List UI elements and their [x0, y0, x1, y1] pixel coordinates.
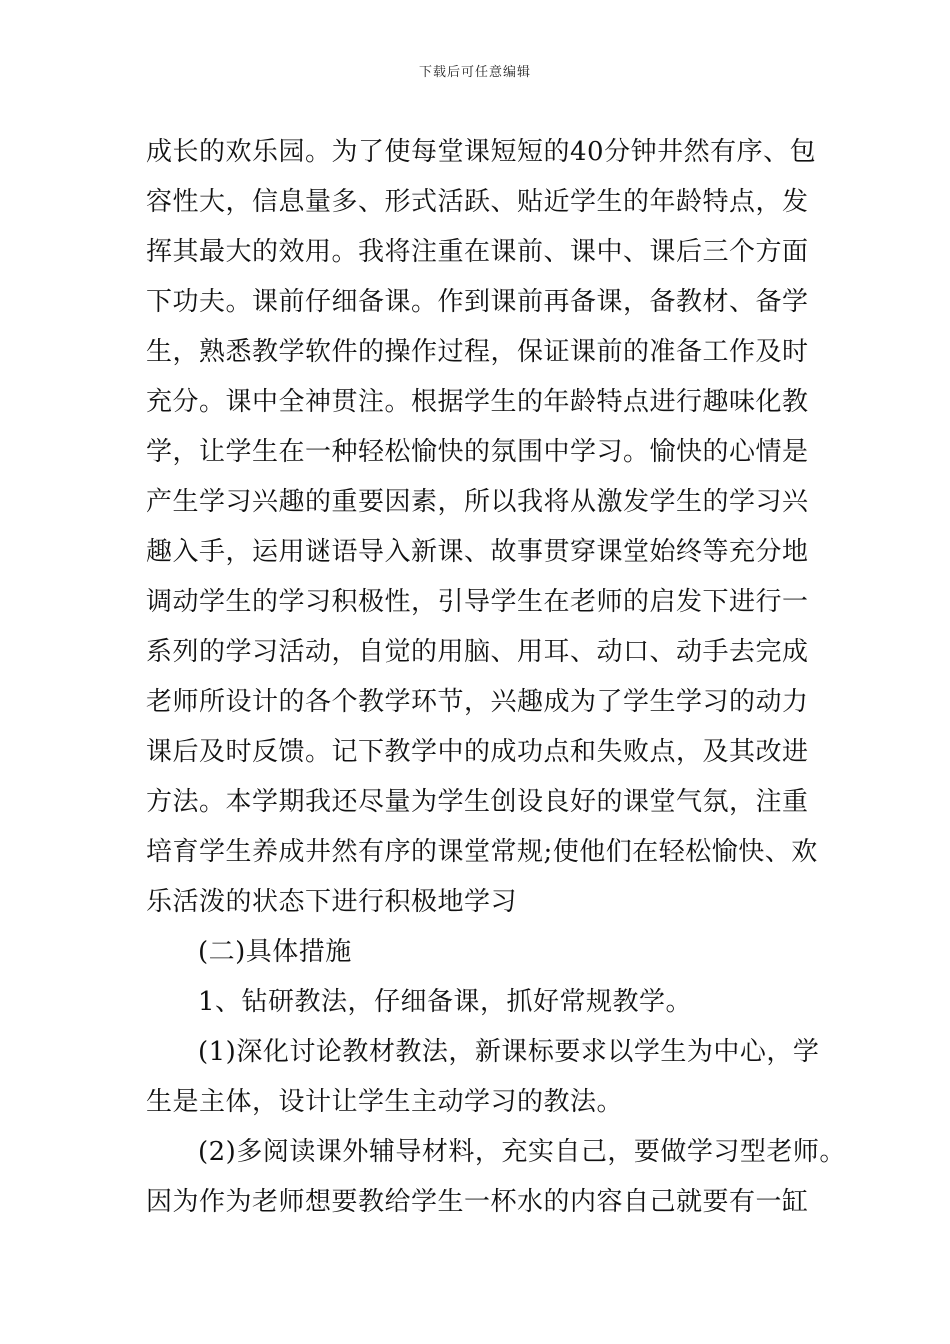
text-line: (1)深化讨论教材教法，新课标要求以学生为中心，学	[198, 1037, 820, 1067]
text-line: 下功夫。课前仔细备课。作到课前再备课，备教材、备学	[146, 287, 809, 317]
text-line: 老师所设计的各个教学环节，兴趣成为了学生学习的动力	[146, 687, 809, 717]
text-line: 成长的欢乐园。为了使每堂课短短的40分钟井然有序、包	[146, 137, 817, 167]
text-line: 培育学生养成井然有序的课堂常规;使他们在轻松愉快、欢	[146, 837, 818, 867]
page-header: 下载后可任意编辑	[418, 65, 531, 80]
text-line: 乐活泼的状态下进行积极地学习	[146, 887, 518, 917]
text-line: 充分。课中全神贯注。根据学生的年龄特点进行趣味化教	[146, 387, 809, 417]
text-line: 容性大，信息量多、形式活跃、贴近学生的年龄特点，发	[146, 187, 809, 217]
text-line: 挥其最大的效用。我将注重在课前、课中、课后三个方面	[146, 237, 809, 267]
text-line: 系列的学习活动，自觉的用脑、用耳、动口、动手去完成	[146, 637, 809, 667]
text-line: 方法。本学期我还尽量为学生创设良好的课堂气氛，注重	[146, 787, 809, 817]
text-line: 调动学生的学习积极性，引导学生在老师的启发下进行一	[146, 587, 809, 617]
text-line: 学，让学生在一种轻松愉快的氛围中学习。愉快的心情是	[146, 437, 809, 467]
text-line: 生，熟悉教学软件的操作过程，保证课前的准备工作及时	[146, 337, 809, 367]
document-body	[146, 127, 846, 1227]
text-line: 生是主体，设计让学生主动学习的教法。	[146, 1087, 624, 1117]
text-line: 产生学习兴趣的重要因素，所以我将从激发学生的学习兴	[146, 487, 809, 517]
text-line: 趣入手，运用谜语导入新课、故事贯穿课堂始终等充分地	[146, 537, 809, 567]
list-item-heading: 1、钻研教法，仔细备课，抓好常规教学。	[198, 987, 693, 1017]
text-line: 课后及时反馈。记下教学中的成功点和失败点，及其改进	[146, 737, 809, 767]
section-heading: (二)具体措施	[198, 937, 352, 967]
text-line: (2)多阅读课外辅导材料，充实自己，要做学习型老师。	[198, 1137, 846, 1167]
text-line: 因为作为老师想要教给学生一杯水的内容自己就要有一缸	[146, 1187, 809, 1217]
